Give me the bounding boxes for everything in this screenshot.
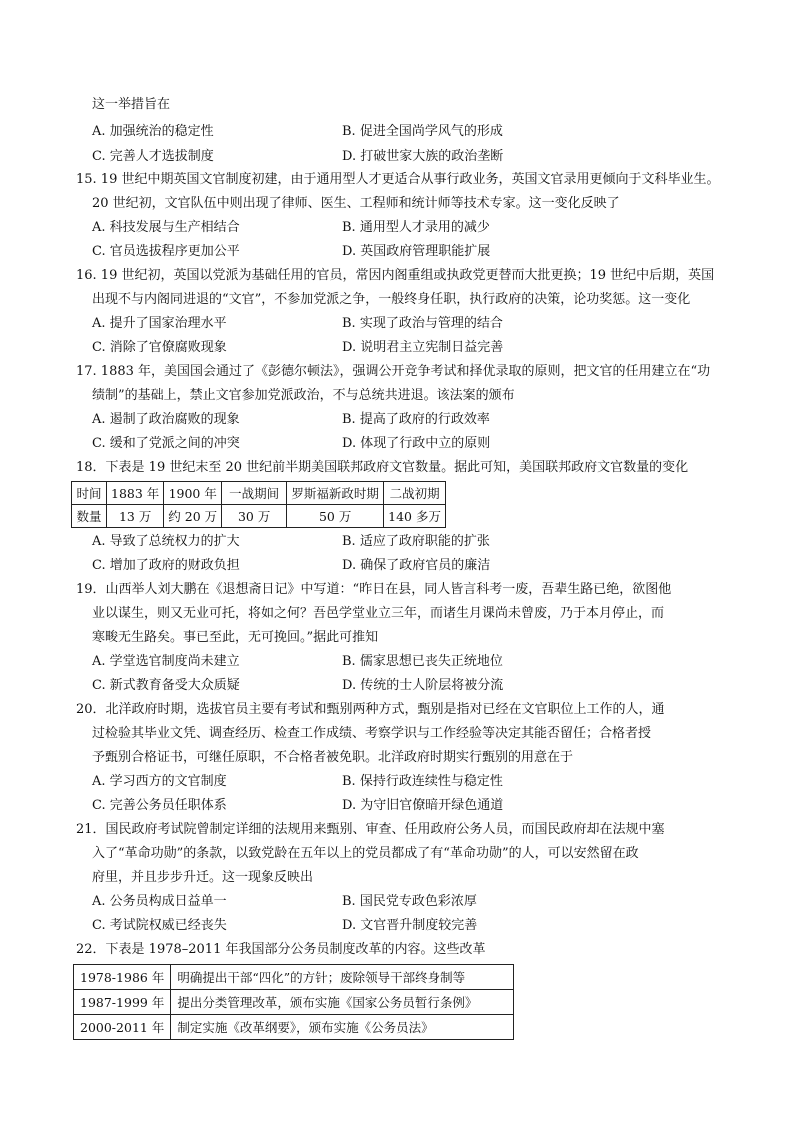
q16-option-d: D. 说明君主立宪制日益完善 <box>342 340 504 355</box>
q17-stem-line-1: 17. 1883 年，美国国会通过了《彭德尔顿法》，强调公开竞争考试和择优录取的原则，把文官的任用建立在“功 <box>76 364 711 379</box>
q14-stem-tail: 这一举措旨在 <box>92 97 171 112</box>
q20-stem-line-2: 过检验其毕业文凭、调查经历、检查工作成绩、考察学识与工作经验等决定其能否留任；合格者授 <box>92 726 652 741</box>
q19-stem-line-1: 19．山西举人刘大鹏在《退想斋日记》中写道：“昨日在县，同人皆言科考一废，吾辈生路已绝，欲图他 <box>76 582 672 597</box>
q21-option-c: C. 考试院权威已经丧失 <box>92 918 227 933</box>
table-cell: 50 万 <box>287 505 384 528</box>
table-cell: 1883 年 <box>107 482 164 505</box>
q19-stem-line-2: 业以谋生，则又无业可托，将如之何？吾邑学堂业立三年，而诸生月课尚未曾废，乃于本月停止，而 <box>92 606 665 621</box>
q20-stem-line-1: 20．北洋政府时期，选拔官员主要有考试和甄别两种方式，甄别是指对已经在文官职位上工作的人，通 <box>76 702 665 717</box>
q16-option-c: C. 消除了官僚腐败现象 <box>92 340 227 355</box>
q21-option-d: D. 文官晋升制度较完善 <box>342 918 478 933</box>
q14-option-b: B. 促进全国尚学风气的形成 <box>342 124 503 139</box>
table-cell: 13 万 <box>107 505 164 528</box>
q18-option-c: C. 增加了政府的财政负担 <box>92 558 240 573</box>
q15-option-c: C. 官员选拔程序更加公平 <box>92 244 240 259</box>
q20-option-b: B. 保持行政连续性与稳定性 <box>342 774 503 789</box>
table-cell: 140 多万 <box>384 505 446 528</box>
q17-option-a: A. 遏制了政治腐败的现象 <box>92 412 240 427</box>
q20-option-c: C. 完善公务员任职体系 <box>92 798 227 813</box>
q18-option-b: B. 适应了政府职能的扩张 <box>342 534 490 549</box>
q19-option-c: C. 新式教育备受大众质疑 <box>92 678 240 693</box>
q21-stem-line-2: 入了“革命功勋”的条款，以致党龄在五年以上的党员都成了有“革命功勋”的人，可以安然留在政 <box>92 846 639 861</box>
table-cell: 罗斯福新政时期 <box>287 482 384 505</box>
q15-option-d: D. 英国政府管理职能扩展 <box>342 244 491 259</box>
q18-option-a: A. 导致了总统权力的扩大 <box>92 534 240 549</box>
q20-option-d: D. 为守旧官僚暗开绿色通道 <box>342 798 504 813</box>
table-row <box>72 482 446 505</box>
q22-stem-line: 22．下表是 1978–2011 年我国部分公务员制度改革的内容。这些改革 <box>76 942 486 957</box>
q17-option-d: D. 体现了行政中立的原则 <box>342 436 491 451</box>
table-cell: 1978-1986 年 <box>74 965 171 990</box>
q20-stem-line-3: 予甄别合格证书，可继任原职，不合格者被免职。北洋政府时期实行甄别的用意在于 <box>92 750 574 765</box>
q19-option-b: B. 儒家思想已丧失正统地位 <box>342 654 503 669</box>
table-cell: 二战初期 <box>384 482 446 505</box>
table-cell: 1987-1999 年 <box>74 990 171 1015</box>
q17-option-b: B. 提高了政府的行政效率 <box>342 412 490 427</box>
q15-stem-line-2: 20 世纪初，文官队伍中则出现了律师、医生、工程师和统计师等技术专家。这一变化反映了 <box>92 196 620 211</box>
q16-stem-line-2: 出现不与内阁同进退的“文官”，不参加党派之争，一般终身任职，执行政府的决策，论功奖惩。这一变化 <box>92 292 691 307</box>
q21-stem-line-3: 府里，并且步步升迁。这一现象反映出 <box>92 870 314 885</box>
q19-option-d: D. 传统的士人阶层将被分流 <box>342 678 504 693</box>
q21-stem-line-1: 21．国民政府考试院曾制定详细的法规用来甄别、审查、任用政府公务人员，而国民政府却在法规中塞 <box>76 822 665 837</box>
q15-stem-line-1: 15. 19 世纪中期英国文官制度初建，由于通用型人才更适合从事行政业务，英国文官录用更倾向于文科毕业生。 <box>76 172 720 187</box>
table-row <box>72 505 446 528</box>
table-cell: 一战期间 <box>222 482 287 505</box>
q16-option-b: B. 实现了政治与管理的结合 <box>342 316 503 331</box>
q17-option-c: C. 缓和了党派之间的冲突 <box>92 436 240 451</box>
q20-option-a: A. 学习西方的文官制度 <box>92 774 227 789</box>
q17-stem-line-2: 绩制”的基础上，禁止文官参加党派政治，不与总统共进退。该法案的颁布 <box>92 388 515 403</box>
q19-stem-line-3: 寒畯无生路矣。事已至此，无可挽回。”据此可推知 <box>92 630 379 645</box>
q21-option-a: A. 公务员构成日益单一 <box>92 894 227 909</box>
table-cell: 约 20 万 <box>164 505 222 528</box>
q14-option-c: C. 完善人才选拔制度 <box>92 149 214 164</box>
q15-option-a: A. 科技发展与生产相结合 <box>92 220 240 235</box>
q16-option-a: A. 提升了国家治理水平 <box>92 316 227 331</box>
table-cell: 数量 <box>72 505 107 528</box>
table-row <box>74 1015 514 1040</box>
q19-option-a: A. 学堂选官制度尚未建立 <box>92 654 240 669</box>
q14-option-a: A. 加强统治的稳定性 <box>92 124 214 139</box>
table-cell: 时间 <box>72 482 107 505</box>
q18-option-d: D. 确保了政府官员的廉洁 <box>342 558 491 573</box>
q14-option-d: D. 打破世家大族的政治垄断 <box>342 149 504 164</box>
table-cell: 1900 年 <box>164 482 222 505</box>
table-row <box>74 990 514 1015</box>
q21-option-b: B. 国民党专政色彩浓厚 <box>342 894 477 909</box>
table-cell: 明确提出干部“四化”的方针；废除领导干部终身制等 <box>171 965 514 990</box>
table-cell: 2000-2011 年 <box>74 1015 171 1040</box>
q18-stem-line: 18．下表是 19 世纪末至 20 世纪前半期美国联邦政府文官数量。据此可知，美国联邦政府文官数量的变化 <box>76 460 689 475</box>
table-row <box>74 965 514 990</box>
q22-table <box>73 964 514 1040</box>
q15-option-b: B. 通用型人才录用的减少 <box>342 220 490 235</box>
table-cell: 提出分类管理改革，颁布实施《国家公务员暂行条例》 <box>171 990 514 1015</box>
q16-stem-line-1: 16. 19 世纪初，英国以党派为基础任用的官员，常因内阁重组或执政党更替而大批更换；19 世纪中后期，英国 <box>76 268 715 283</box>
q18-table <box>71 481 446 528</box>
table-cell: 制定实施《改革纲要》，颁布实施《公务员法》 <box>171 1015 514 1040</box>
table-cell: 30 万 <box>222 505 287 528</box>
